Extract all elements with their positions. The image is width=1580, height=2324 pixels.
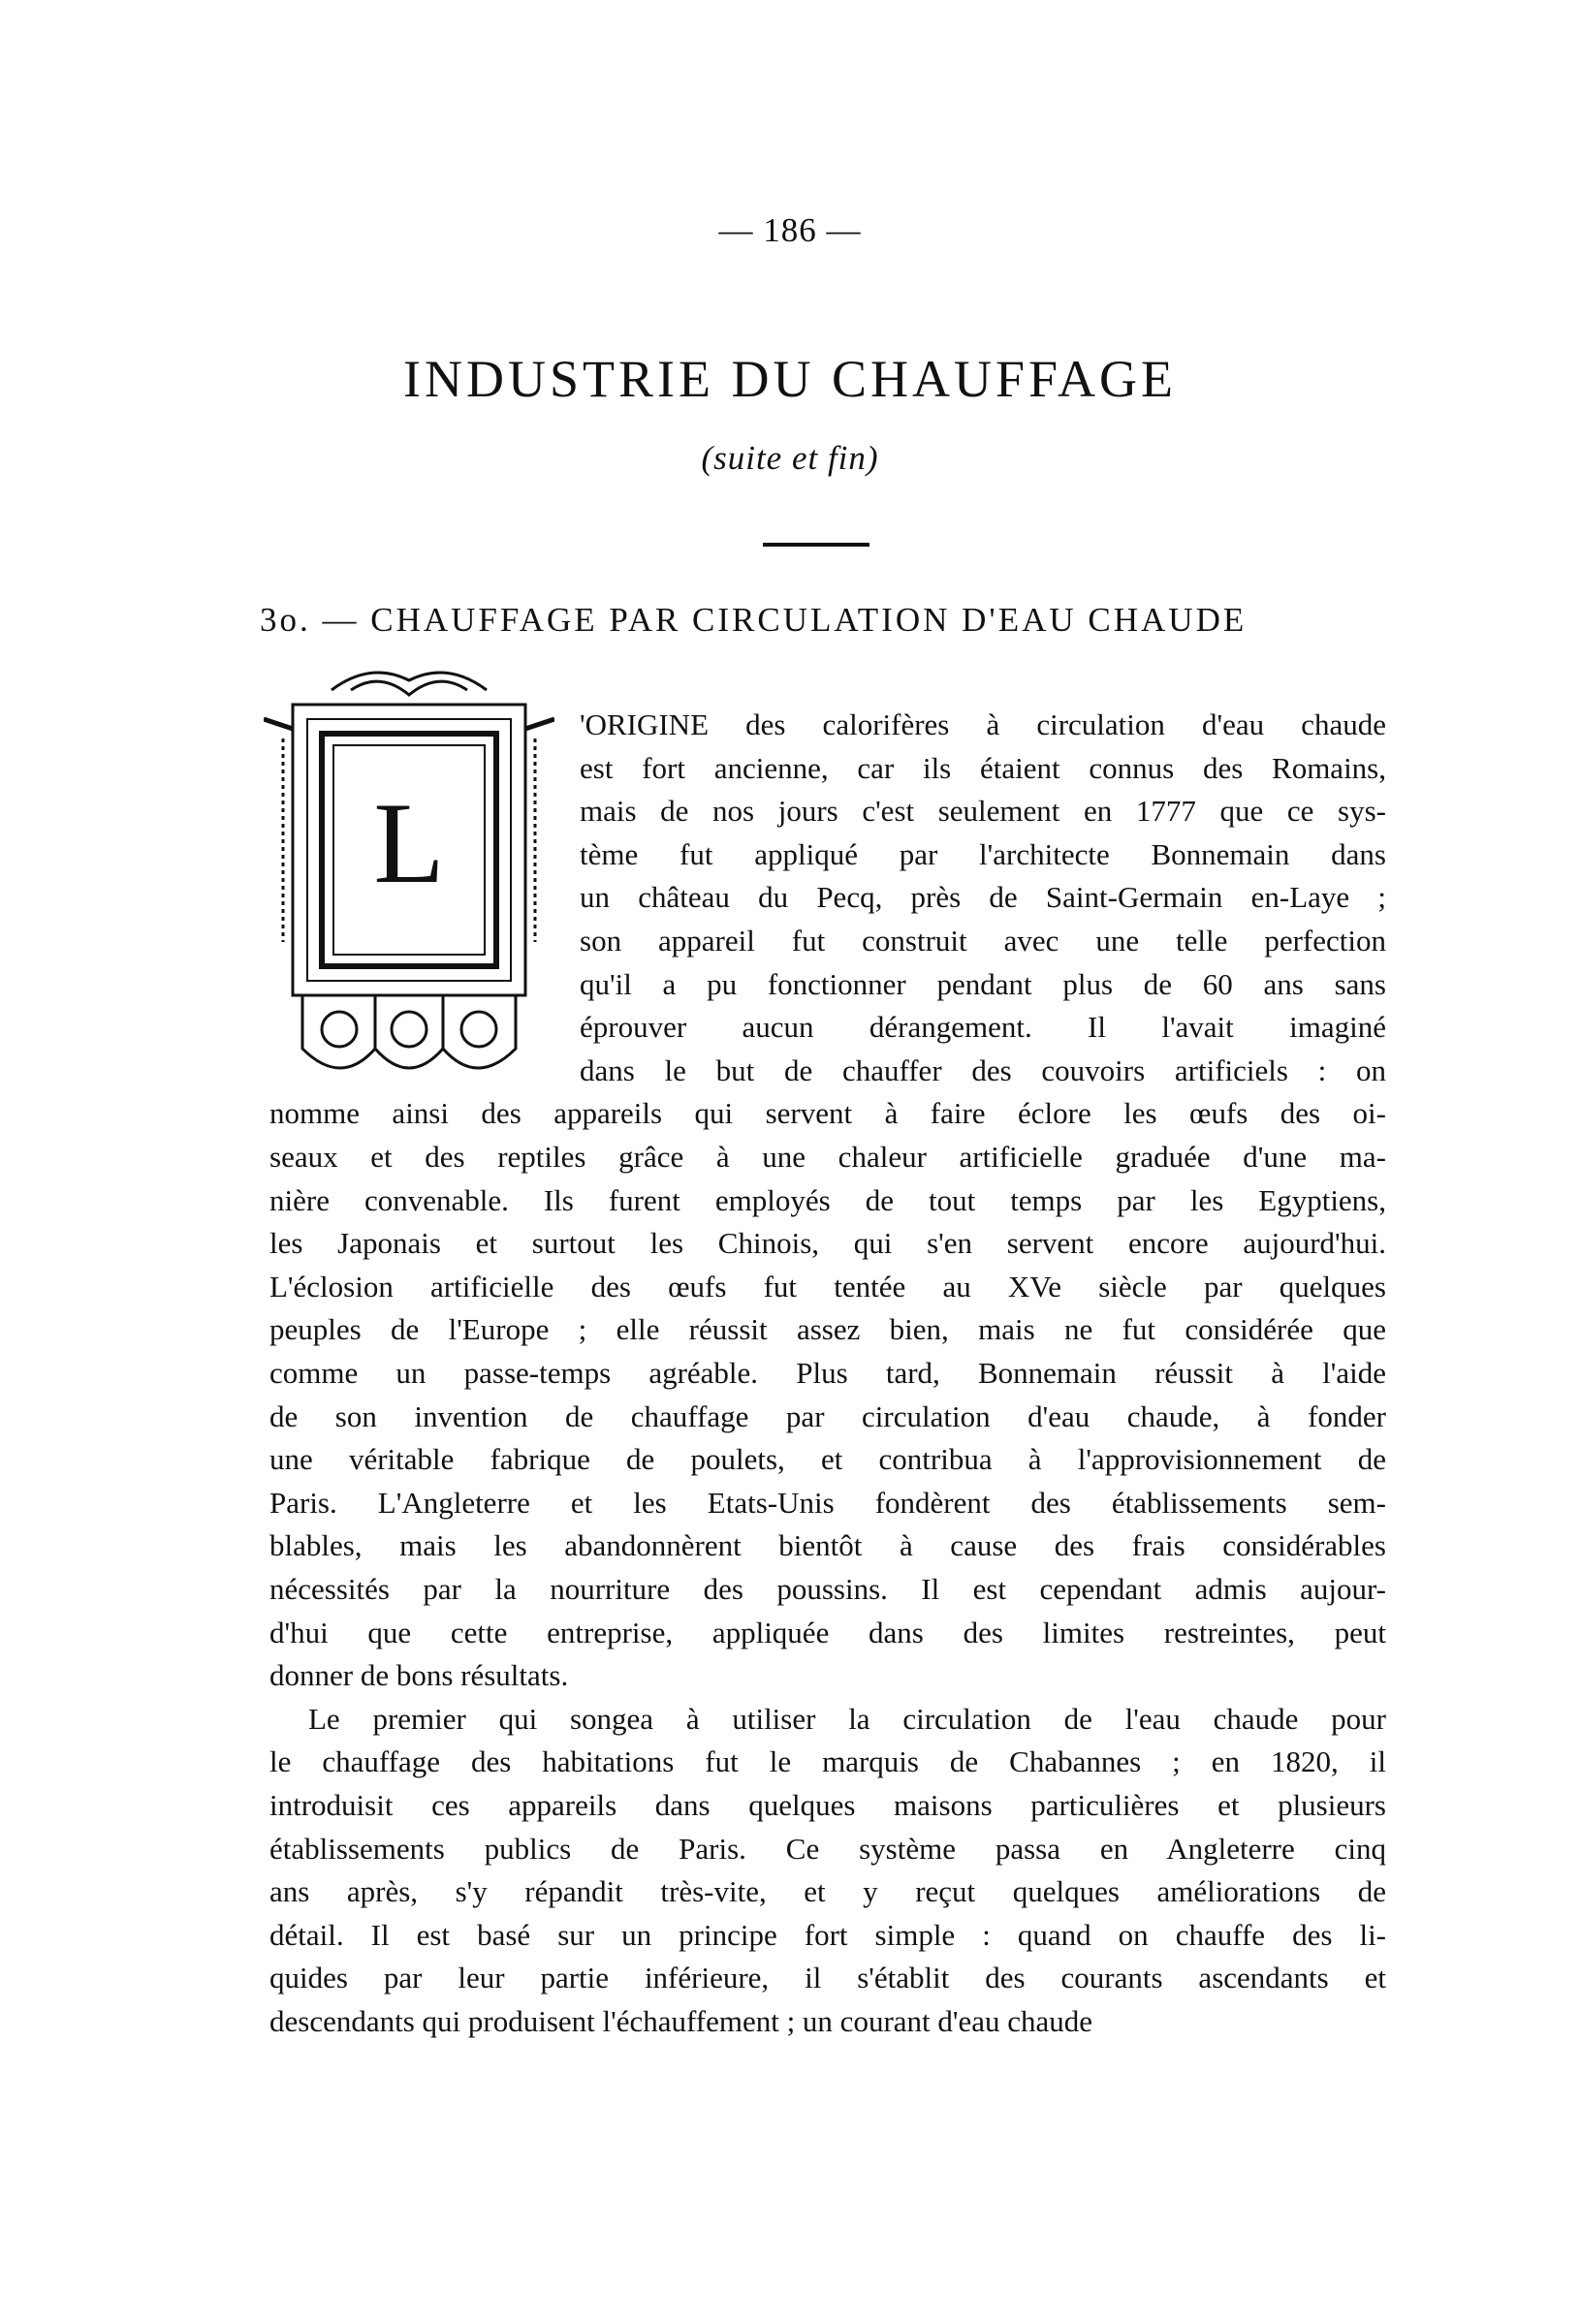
text-line: blables, mais les abandonnèrent bientôt à cause des frais considérables bbox=[269, 1528, 1386, 1563]
text-line: de son invention de chauffage par circulation d'eau chaude, à fonder bbox=[269, 1398, 1386, 1433]
text-line: nière convenable. Ils furent employés de tout temps par les Egyptiens, bbox=[269, 1182, 1386, 1217]
text-line: qu'il a pu fonctionner pendant plus de 60 ans sans bbox=[580, 966, 1386, 1001]
text-line: tème fut appliqué par l'architecte Bonnemain dans bbox=[580, 836, 1386, 871]
text-line: Le premier qui songea à utiliser la circulation de l'eau chaude pour bbox=[308, 1701, 1386, 1736]
page-number: — 186 — bbox=[718, 211, 862, 249]
page-title: INDUSTRIE DU CHAUFFAGE bbox=[402, 350, 1177, 408]
text-line: le chauffage des habitations fut le marquis de Chabannes ; en 1820, il bbox=[269, 1744, 1386, 1779]
text-line: établissements publics de Paris. Ce système passa en Angleterre cinq bbox=[269, 1831, 1386, 1866]
text-line bbox=[580, 704, 1386, 746]
text-line: introduisit ces appareils dans quelques maisons particulières et plusieurs bbox=[269, 1788, 1386, 1822]
text-line: nécessités par la nourriture des poussins. Il est cependant admis aujour- bbox=[269, 1572, 1386, 1606]
page-subtitle: (suite et fin) bbox=[701, 439, 879, 477]
text-line: d'hui que cette entreprise, appliquée dans des limites restreintes, peut bbox=[269, 1615, 1386, 1649]
text-line: son appareil fut construit avec une telle perfection bbox=[580, 924, 1386, 958]
text-line: une véritable fabrique de poulets, et contribua à l'approvisionnement de bbox=[269, 1442, 1386, 1477]
section-heading: 3o. — CHAUFFAGE PAR CIRCULATION D'EAU CHAUDE bbox=[260, 601, 1248, 639]
text-line: détail. Il est basé sur un principe fort simple : quand on chauffe des li- bbox=[269, 1917, 1386, 1952]
first-word-smallcaps: 'ORIGINE bbox=[580, 707, 710, 741]
text-line: comme un passe-temps agréable. Plus tard, Bonnemain réussit à l'aide bbox=[269, 1356, 1386, 1390]
title-rule bbox=[763, 543, 869, 547]
text-line: est fort ancienne, car ils étaient connus des Romains, bbox=[580, 750, 1386, 785]
text-line: descendants qui produisent l'échauffement ; un courant d'eau chaude bbox=[269, 2004, 1093, 2038]
text-line: Paris. L'Angleterre et les Etats-Unis fondèrent des établissements sem- bbox=[269, 1485, 1386, 1520]
text-line-content: des calorifères à circulation d'eau chaude bbox=[709, 707, 1386, 741]
drop-cap-ornament bbox=[264, 661, 554, 1087]
text-line: mais de nos jours c'est seulement en 1777 que ce sys- bbox=[580, 794, 1386, 829]
text-line: peuples de l'Europe ; elle réussit assez bien, mais ne fut considérée que bbox=[269, 1312, 1386, 1347]
text-line: éprouver aucun dérangement. Il l'avait imaginé bbox=[580, 1010, 1386, 1045]
text-line: L'éclosion artificielle des œufs fut tentée au XVe siècle par quelques bbox=[269, 1269, 1386, 1303]
text-line: donner de bons résultats. bbox=[269, 1658, 569, 1693]
text-line: un château du Pecq, près de Saint-Germain en-Laye ; bbox=[580, 880, 1386, 915]
text-line: seaux et des reptiles grâce à une chaleur artificielle graduée d'une ma- bbox=[269, 1140, 1386, 1174]
drop-cap-letter: L bbox=[373, 778, 445, 907]
text-line: les Japonais et surtout les Chinois, qui s'en servent encore aujourd'hui. bbox=[269, 1226, 1386, 1261]
text-line: ans après, s'y répandit très-vite, et y reçut quelques améliorations de bbox=[269, 1874, 1386, 1909]
text-line: quides par leur partie inférieure, il s'établit des courants ascendants et bbox=[269, 1961, 1386, 1995]
text-line: dans le but de chauffer des couvoirs artificiels : on bbox=[580, 1052, 1386, 1087]
text-line: nomme ainsi des appareils qui servent à faire éclore les œufs des oi- bbox=[269, 1096, 1386, 1131]
